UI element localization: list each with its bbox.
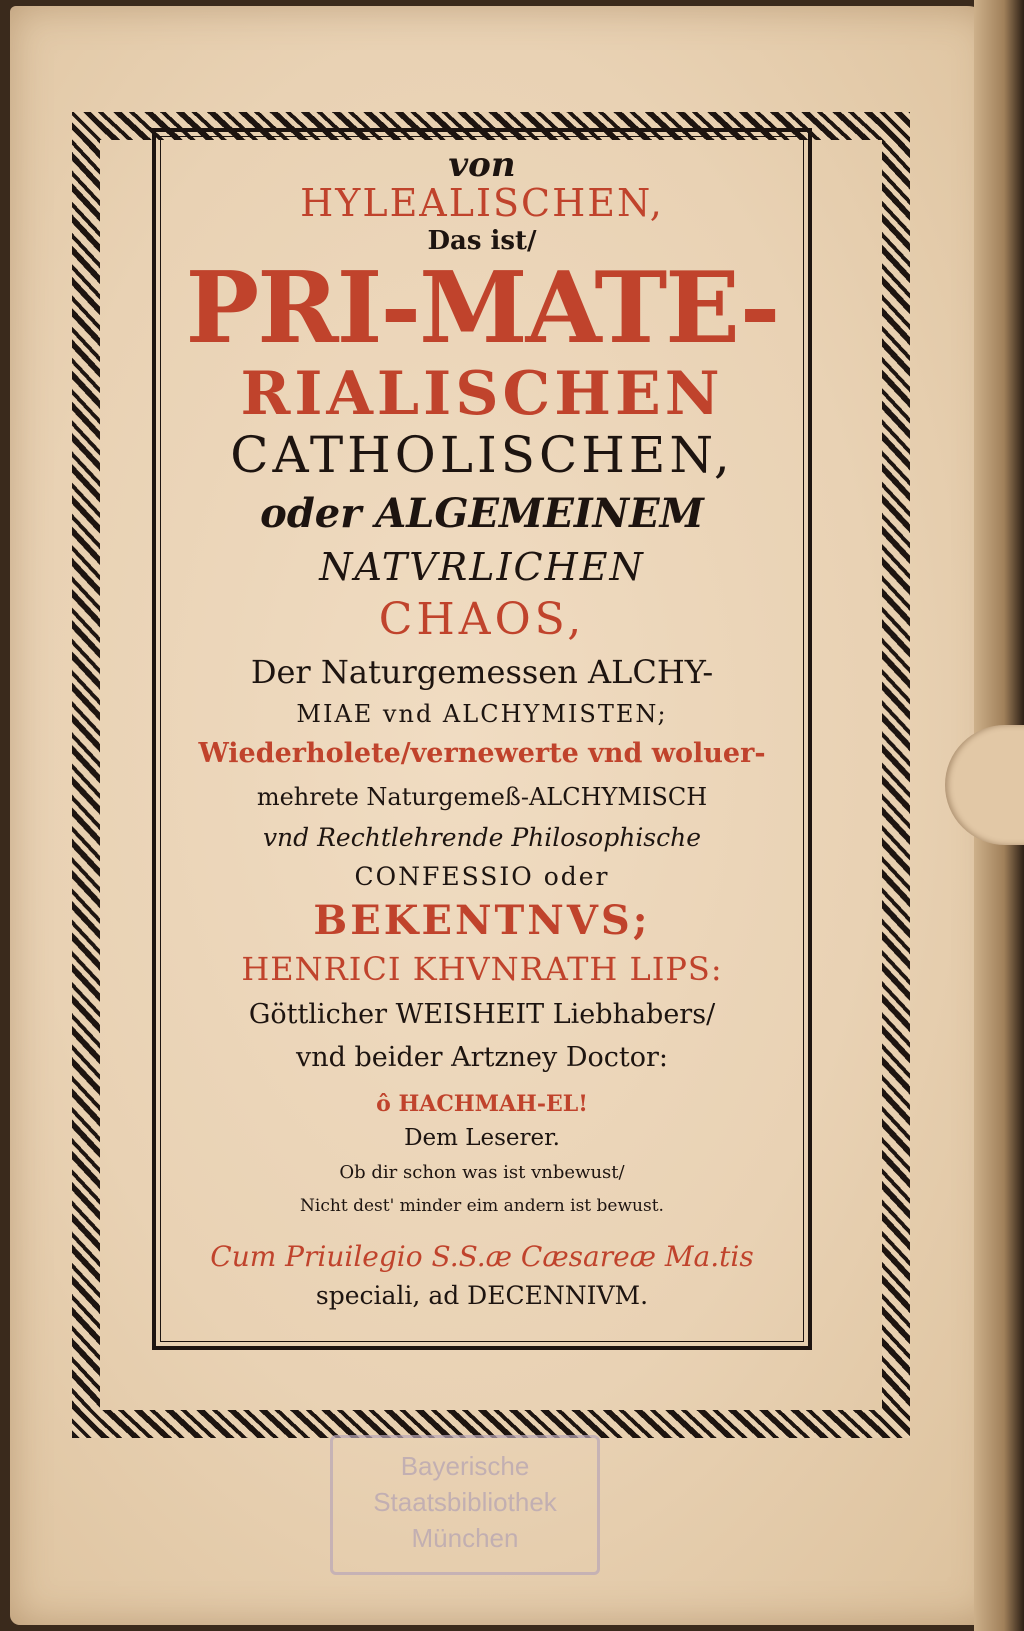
line-ob-dir-schon: Ob dir schon was ist vnbewust/ — [339, 1162, 625, 1183]
line-natvrlichen: NATVRLICHEN — [319, 545, 645, 589]
library-stamp — [330, 1435, 600, 1575]
line-von: von — [448, 145, 516, 185]
line-gottlicher: Göttlicher WEISHEIT Liebhabers/ — [248, 999, 716, 1030]
stamp-line-1: Bayerische — [400, 1451, 530, 1481]
line-speciali: speciali, ad DECENNIVM. — [315, 1281, 649, 1310]
line-bekentnvs: BEKENTNVS; — [313, 897, 651, 944]
line-das-ist: Das ist/ — [427, 226, 537, 256]
stamp-line-2: Staatsbibliothek — [373, 1487, 557, 1517]
line-henrici-khunrath: HENRICI KHVNRATH LIPS: — [241, 950, 723, 988]
line-cum-priuilegio: Cum Priuilegio S.S.æ Cæsareæ Ma.tis — [210, 1240, 754, 1273]
line-mehrete: mehrete Naturgemeß-ALCHYMISCH — [256, 783, 708, 811]
line-catholischen: CATHOLISCHEN, — [230, 426, 734, 484]
stamp-line-3: München — [411, 1523, 519, 1553]
line-rialischen: RIALISCHEN — [240, 359, 724, 429]
line-pri-mate: PRI-MATE- — [185, 251, 779, 366]
line-vnd-beider: vnd beider Artzney Doctor: — [296, 1042, 668, 1073]
line-miae-vnd: MIAE vnd ALCHYMISTEN; — [296, 700, 668, 728]
line-confessio: CONFESSIO oder — [354, 862, 610, 891]
line-dem-leserer: Dem Leserer. — [404, 1125, 560, 1151]
line-hachmah-el: ô HACHMAH-EL! — [376, 1091, 588, 1117]
line-vnd-rechtlehrende: vnd Rechtlehrende Philosophische — [262, 823, 702, 852]
line-wiederholete: Wiederholete/vernewerte vnd woluer- — [198, 738, 766, 769]
line-algemeinem: oder ALGEMEINEM — [260, 490, 704, 537]
line-der-naturgemessen: Der Naturgemessen ALCHY- — [250, 653, 714, 691]
line-chaos: CHAOS, — [378, 594, 586, 645]
title-page-text — [164, 140, 800, 1340]
line-nicht-dest: Nicht dest' minder eim andern ist bewust. — [300, 1196, 664, 1216]
line-hylealischen: HYLEALISCHEN, — [300, 181, 664, 225]
